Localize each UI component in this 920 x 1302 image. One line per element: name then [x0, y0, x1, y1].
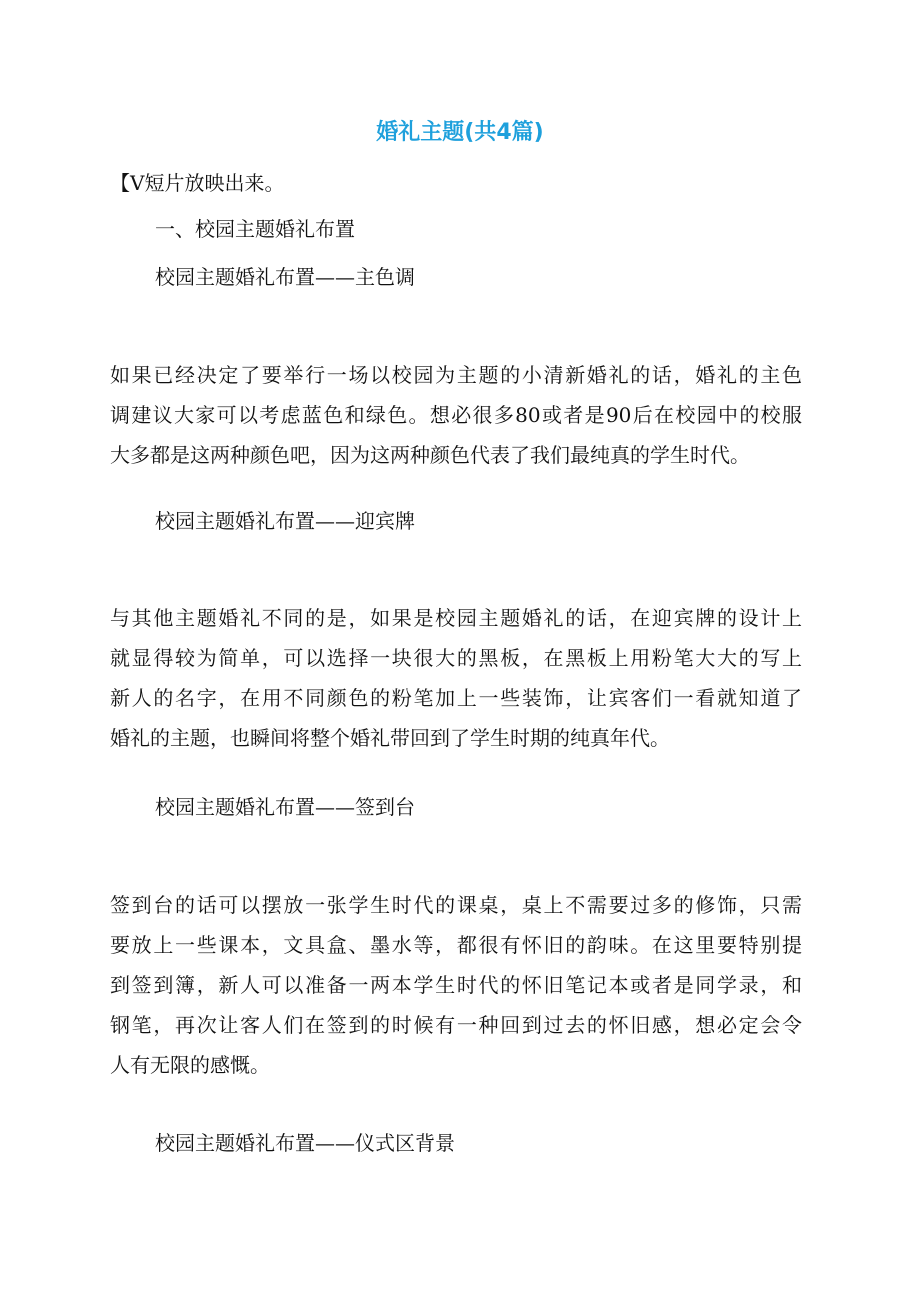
- subheading-sign-in-desk: 校园主题婚礼布置——签到台: [155, 795, 415, 819]
- subheading-main-color: 校园主题婚礼布置——主色调: [155, 265, 415, 289]
- paragraph-line: 如果已经决定了要举行一场以校园为主题的小清新婚礼的话，婚礼的主色: [110, 363, 802, 387]
- paragraph-line: 新人的名字，在用不同颜色的粉笔加上一些装饰，让宾客们一看就知道了: [110, 686, 802, 710]
- subheading-ceremony-backdrop: 校园主题婚礼布置——仪式区背景: [155, 1131, 455, 1155]
- intro-line: 【V短片放映出来。: [110, 171, 285, 195]
- paragraph-welcome-sign: [110, 598, 810, 758]
- paragraph-line: 调建议大家可以考虑蓝色和绿色。想必很多80或者是90后在校园中的校服: [110, 403, 802, 427]
- document-title: 婚礼主题(共4篇): [376, 120, 544, 145]
- paragraph-line: 钢笔，再次让客人们在签到的时候有一种回到过去的怀旧感，想必定会令: [110, 1013, 802, 1037]
- paragraph-line: 人有无限的感慨。: [110, 1053, 270, 1077]
- paragraph-line: 到签到簿，新人可以准备一两本学生时代的怀旧笔记本或者是同学录，和: [110, 973, 802, 997]
- paragraph-line: 大多都是这两种颜色吧，因为这两种颜色代表了我们最纯真的学生时代。: [110, 443, 750, 467]
- paragraph-line: 签到台的话可以摆放一张学生时代的课桌，桌上不需要过多的修饰，只需: [110, 893, 802, 917]
- section-heading: 一、校园主题婚礼布置: [155, 217, 355, 241]
- paragraph-line: 婚礼的主题，也瞬间将整个婚礼带回到了学生时期的纯真年代。: [110, 726, 670, 750]
- paragraph-line: 要放上一些课本，文具盒、墨水等，都很有怀旧的韵味。在这里要特别提: [110, 933, 802, 957]
- subheading-welcome-sign: 校园主题婚礼布置——迎宾牌: [155, 509, 415, 533]
- paragraph-line: 就显得较为简单，可以选择一块很大的黑板，在黑板上用粉笔大大的写上: [110, 646, 802, 670]
- paragraph-main-color: [110, 355, 810, 475]
- paragraph-line: 与其他主题婚礼不同的是，如果是校园主题婚礼的话，在迎宾牌的设计上: [110, 606, 802, 630]
- paragraph-sign-in-desk: [110, 885, 810, 1085]
